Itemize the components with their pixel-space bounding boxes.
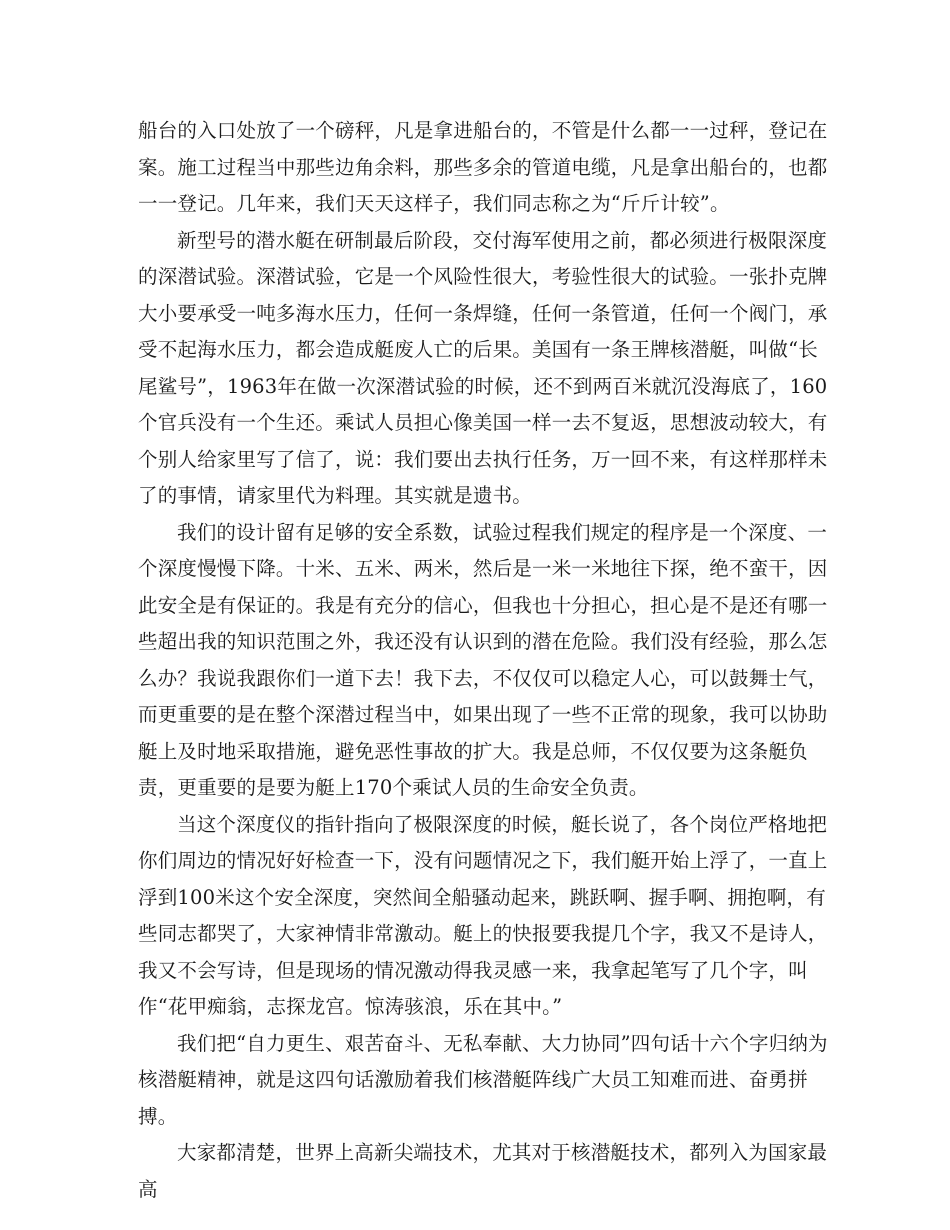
paragraph-6: 大家都清楚，世界上高新尖端技术，尤其对于核潜艇技术，都列入为国家最高 bbox=[138, 1141, 828, 1201]
paragraph-1: 船台的入口处放了一个磅秤，凡是拿进船台的，不管是什么都一一过秤，登记在案。施工过程当中那些边角余料，那些多余的管道电缆，凡是拿出船台的，也都一一登记。几年来，我们天天这样子，我们同志称之为“斤斤计较”。 bbox=[138, 119, 828, 215]
paragraph-4: 当这个深度仪的指针指向了极限深度的时候，艇长说了，各个岗位严格地把你们周边的情况好好检查一下，没有问题情况之下，我们艇开始上浮了，一直上浮到100米这个安全深度，突然间全船骚动起来，跳跃啊、握手啊、拥抱啊，有些同志都哭了，大家神情非常激动。艇上的快报要我提几个字，我又不是诗人，我又不会写诗，但是现场的情况激动得我灵感一来，我拿起笔写了几个字，叫作“花甲痴翁，志探龙宫。惊涛骇浪，乐在其中。” bbox=[138, 812, 828, 1018]
paragraph-5: 我们把“自力更生、艰苦奋斗、无私奉献、大力协同”四句话十六个字归纳为核潜艇精神，就是这四句话激励着我们核潜艇阵线广大员工知难而进、奋勇拼搏。 bbox=[138, 1031, 828, 1128]
document-body bbox=[138, 113, 830, 1208]
paragraph-2: 新型号的潜水艇在研制最后阶段，交付海军使用之前，都必须进行极限深度的深潜试验。深潜试验，它是一个风险性很大，考验性很大的试验。一张扑克牌大小要承受一吨多海水压力，任何一条焊缝，任何一条管道，任何一个阀门，承受不起海水压力，都会造成艇废人亡的后果。美国有一条王牌核潜艇，叫做“长尾鲨号”，1963年在做一次深潜试验的时候，还不到两百米就沉没海底了，160个官兵没有一个生还。乘试人员担心像美国一样一去不复返，思想波动较大，有个别人给家里写了信了，说：我们要出去执行任务，万一回不来，有这样那样未了的事情，请家里代为料理。其实就是遗书。 bbox=[138, 228, 828, 507]
paragraph-3: 我们的设计留有足够的安全系数，试验过程我们规定的程序是一个深度、一个深度慢慢下降。十米、五米、两米，然后是一米一米地往下探，绝不蛮干，因此安全是有保证的。我是有充分的信心，但我也十分担心，担心是不是还有哪一些超出我的知识范围之外，我还没有认识到的潜在危险。我们没有经验，那么怎么办？我说我跟你们一道下去！我下去，不仅仅可以稳定人心，可以鼓舞士气，而更重要的是在整个深潜过程当中，如果出现了一些不正常的现象，我可以协助艇上及时地采取措施，避免恶性事故的扩大。我是总师，不仅仅要为这条艇负责，更重要的是要为艇上170个乘试人员的生命安全负责。 bbox=[138, 520, 828, 799]
